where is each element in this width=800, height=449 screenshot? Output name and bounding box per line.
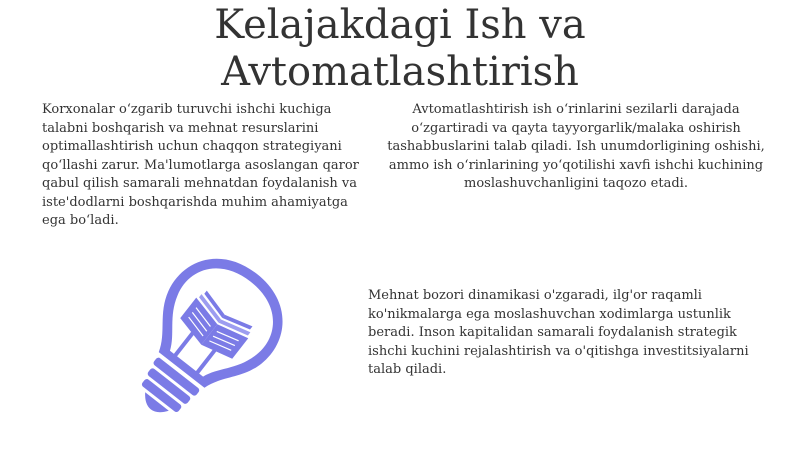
- slide-title-line-1: Kelajakdagi Ish va: [214, 2, 586, 48]
- lightbulb-book-icon: [100, 250, 310, 430]
- paragraph-left: Korxonalar o‘zgarib turuvchi ishchi kuchiga talabni boshqarish va mehnat resurslarini optimallashtirish uchun chaqqon strategiyani qo‘llashi zarur. Ma'lumotlarga asoslangan qaror qabul qilish samarali mehnatdan foydalanish va iste'dodlarni boshqarishda muhim ahamiyatga ega bo‘ladi.: [42, 102, 359, 228]
- slide-title: [0, 2, 800, 96]
- paragraph-right-bottom: Mehnat bozori dinamikasi o'zgaradi, ilg'or raqamli ko'nikmalarga ega moslashuvchan xodimlarga ustunlik beradi. Inson kapitalidan samarali foydalanish strategik ishchi kuchini rejalashtirish va o'qitishga investitsiyalarni talab qiladi.: [368, 288, 749, 377]
- paragraph-right-top: Avtomatlashtirish ish o‘rinlarini sezilarli darajada o‘zgartiradi va qayta tayyorgarlik/malaka oshirish tashabbuslarini talab qiladi. Ish unumdorligining oshishi, ammo ish o‘rinlarining yo‘qotilishi xavfi ishchi kuchining moslashuvchanligini taqozo etadi.: [387, 102, 765, 191]
- slide-title-line-2: Avtomatlashtirish: [221, 49, 579, 95]
